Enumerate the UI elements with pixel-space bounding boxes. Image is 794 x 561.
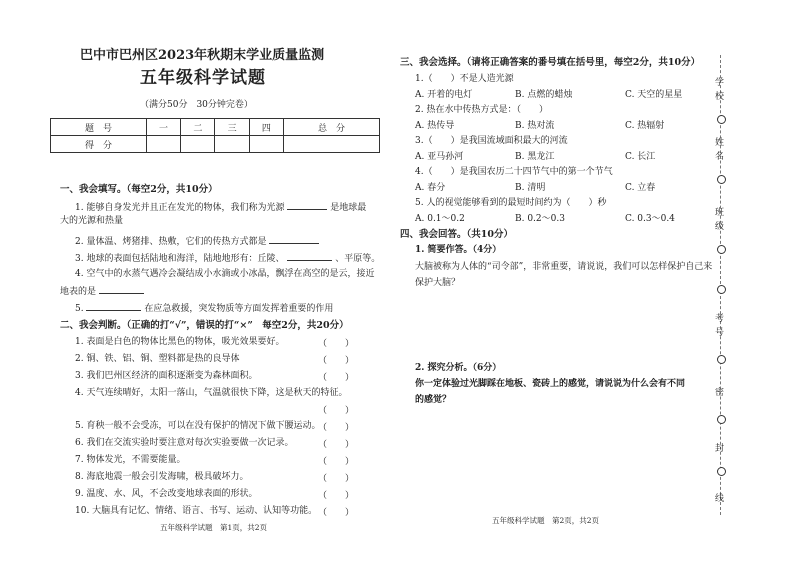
- binding-char: 考: [715, 314, 725, 324]
- answer-question-1-text: 大脑被称为人体的“司令部”，非常重要，请说说，我们可以怎样保护自己来: [415, 262, 713, 272]
- binding-char: 号: [715, 328, 725, 338]
- judge-item: 2. 铜、铁、铝、铜、塑料都是热的良导体: [75, 354, 240, 364]
- section1-title: 一、我会填写。（每空2分，共10分）: [60, 184, 218, 195]
- binding-hole: [717, 467, 726, 476]
- binding-hole: [717, 245, 726, 254]
- binding-char: 学: [715, 78, 725, 88]
- choice-question: 4.（ ）是我国农历二十四节气中的第一个节气: [415, 167, 613, 177]
- score-row-label: 得 分: [51, 136, 147, 153]
- binding-hole: [717, 175, 726, 184]
- exam-note: （满分50分 30分钟完卷）: [140, 100, 253, 110]
- score-header-cell: 四: [249, 119, 283, 136]
- sec1-q3: [75, 251, 380, 265]
- answer-paren[interactable]: （ ）: [318, 373, 355, 383]
- binding-hole: [717, 415, 726, 424]
- score-value-row: [51, 136, 380, 153]
- answer-question-2: 2. 探究分析。（6分）: [415, 363, 502, 373]
- choice-option: C. 立春: [625, 183, 656, 193]
- choice-option: B. 点燃的蜡烛: [515, 90, 573, 100]
- section2-title: 二、我会判断。（正确的打“√”，错误的打“×” 每空2分，共20分）: [60, 320, 349, 331]
- judge-item: 4. 天气连续晴好，太阳一落山，气温就很快下降，这是秋天的特征。: [75, 388, 348, 398]
- score-header-cell: 一: [146, 119, 180, 136]
- answer-question-2-text-2: 的感觉？: [415, 395, 452, 405]
- answer-paren[interactable]: （ ）: [318, 406, 355, 416]
- answer-blank[interactable]: [86, 301, 141, 311]
- answer-paren[interactable]: （ ）: [318, 457, 355, 467]
- choice-question: 5. 人的视觉能够看到的最短时间约为（ ）秒: [415, 198, 607, 208]
- answer-paren[interactable]: （ ）: [318, 491, 355, 501]
- choice-option: B. 0.2～0.3: [515, 214, 565, 224]
- binding-char: 姓: [715, 138, 725, 148]
- choice-question: 1.（ ）不是人造光源: [415, 74, 514, 84]
- binding-hole: [717, 285, 726, 294]
- answer-blank[interactable]: [287, 251, 332, 261]
- binding-char: 封: [715, 444, 725, 454]
- binding-char: 线: [715, 494, 725, 504]
- score-header-cell: 题 号: [51, 119, 147, 136]
- sec1-q5-text: 在应急救援，突发物质等方面发挥着重要的作用: [144, 304, 334, 314]
- answer-paren[interactable]: （ ）: [318, 508, 355, 518]
- sec1-q5-num: 5.: [75, 304, 84, 314]
- choice-option: B. 黑龙江: [515, 152, 555, 162]
- judge-item: 9. 温度、水、风，不会改变地球表面的形状。: [75, 489, 258, 499]
- section4-title: 四、我会回答。（共10分）: [400, 229, 513, 240]
- sec1-q2: [75, 234, 319, 248]
- sec1-q4: 4. 空气中的水蒸气遇冷会凝结成小水滴或小冰晶，飘浮在高空的是云，接近: [75, 269, 375, 279]
- choice-option: C. 天空的星星: [625, 90, 683, 100]
- score-cell[interactable]: [215, 136, 249, 153]
- judge-item: 10. 大脑具有记忆、情绪、语言、书写、运动、认知等功能。: [75, 506, 318, 516]
- sec1-q1-text: 1. 能够自身发光并且正在发光的物体，我们称为光源: [75, 203, 285, 213]
- answer-question-1-text-2: 保护大脑？: [415, 278, 461, 288]
- binding-char: 级: [715, 222, 725, 232]
- sec1-q2-text: 2. 量体温、烤猪排、热敷，它们的传热方式都是: [75, 237, 267, 247]
- binding-hole: [717, 115, 726, 124]
- score-cell[interactable]: [249, 136, 283, 153]
- choice-option: C. 0.3～0.4: [625, 214, 675, 224]
- score-header-cell: 二: [181, 119, 215, 136]
- binding-strip: [714, 55, 728, 515]
- answer-paren[interactable]: （ ）: [318, 356, 355, 366]
- section3-title: 三、我会选择。（请将正确答案的番号填在括号里，每空2分，共10分）: [400, 57, 701, 68]
- answer-blank[interactable]: [287, 200, 327, 210]
- exam-subtitle: 五年级科学试题: [140, 68, 266, 88]
- sec1-q4-cont: [60, 284, 144, 298]
- sec1-q3-text-2: 、平原等。: [335, 254, 381, 264]
- exam-title: 巴中市巴州区2023年秋期末学业质量监测: [80, 48, 325, 63]
- judge-item: 3. 我们巴州区经济的面积逐渐变为森林面积。: [75, 371, 258, 381]
- score-cell[interactable]: [146, 136, 180, 153]
- choice-option: B. 清明: [515, 183, 546, 193]
- choice-option: C. 长江: [625, 152, 656, 162]
- choice-option: A. 亚马孙河: [415, 152, 464, 162]
- choice-option: C. 热辐射: [625, 121, 665, 131]
- answer-question-2-text: 你一定体验过光脚踩在地板、瓷砖上的感觉，请说说为什么会有不同: [415, 379, 686, 389]
- page-footer: 五年级科学试题 第2页，共2页: [492, 516, 600, 525]
- binding-char: 班: [715, 208, 725, 218]
- score-table: [50, 118, 380, 153]
- score-header-cell: 三: [215, 119, 249, 136]
- judge-item: 8. 海底地震一般会引发海啸，极具破坏力。: [75, 472, 249, 482]
- page-footer: 五年级科学试题 第1页，共2页: [160, 523, 268, 532]
- score-cell[interactable]: [284, 136, 380, 153]
- sec1-q3-text: 3. 地球的表面包括陆地和海洋，陆地地形有：丘陵、: [75, 254, 285, 264]
- answer-question-1: 1. 简要作答。（4分）: [415, 245, 502, 255]
- score-header-row: [51, 119, 380, 136]
- choice-option: A. 热传导: [415, 121, 455, 131]
- answer-blank[interactable]: [99, 284, 144, 294]
- answer-paren[interactable]: （ ）: [318, 423, 355, 433]
- answer-paren[interactable]: （ ）: [318, 440, 355, 450]
- choice-option: A. 春分: [415, 183, 446, 193]
- choice-question: 2. 热在水中传热方式是：（ ）: [415, 105, 548, 115]
- binding-char: 名: [715, 152, 725, 162]
- choice-option: B. 热对流: [515, 121, 555, 131]
- score-cell[interactable]: [181, 136, 215, 153]
- binding-hole: [717, 355, 726, 364]
- sec1-q1: [75, 200, 366, 214]
- answer-paren[interactable]: （ ）: [318, 339, 355, 349]
- right-page: [397, 0, 794, 561]
- judge-item: 7. 物体发光，不需要能量。: [75, 455, 186, 465]
- judge-item: 6. 我们在交流实验时要注意对每次实验要做一次记录。: [75, 438, 294, 448]
- binding-char: 校: [715, 92, 725, 102]
- sec1-q5: [75, 301, 333, 315]
- judge-item: 5. 育秧一般不会受冻，可以在没有保护的情况下做下腰运动。: [75, 421, 321, 431]
- binding-char: 密: [715, 388, 725, 398]
- score-header-cell: 总 分: [284, 119, 380, 136]
- sec1-q4-text-2: 地表的是: [60, 287, 97, 297]
- sec1-q1-text-2: 是地球最: [330, 203, 367, 213]
- choice-option: A. 开着的电灯: [415, 90, 473, 100]
- sec1-q1-cont: 大的光源和热量: [60, 216, 124, 226]
- answer-paren[interactable]: （ ）: [318, 474, 355, 484]
- choice-option: A. 0.1～0.2: [415, 214, 465, 224]
- judge-item: 1. 表面是白色的物体比黑色的物体，吸光效果要好。: [75, 337, 285, 347]
- answer-blank[interactable]: [269, 234, 319, 244]
- choice-question: 3.（ ）是我国流域面积最大的河流: [415, 136, 568, 146]
